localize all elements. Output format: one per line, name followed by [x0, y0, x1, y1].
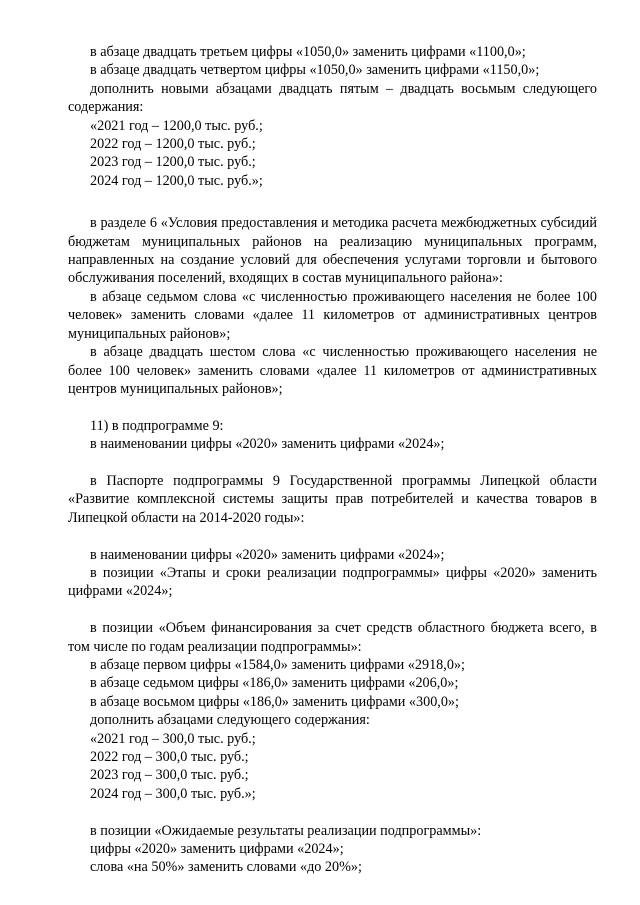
paragraph: 2024 год – 300,0 тыс. руб.»;	[90, 785, 256, 802]
paragraph: 2023 год – 300,0 тыс. руб.;	[90, 767, 249, 784]
paragraph: в наименовании цифры «2020» заменить цифрами «2024»;	[90, 546, 445, 563]
paragraph: 2023 год – 1200,0 тыс. руб.;	[90, 154, 256, 171]
paragraph: в позиции «Объем финансирования за счет средств областного бюджета всего, в том числе по годам реализации подпрограммы»:	[68, 620, 597, 655]
spacer	[68, 527, 597, 545]
paragraph: в абзаце седьмом слова «с численностью проживающего населения не более 100 человек» заменить словами «далее 11 километров от административных центров муниципальных районов»;	[68, 288, 597, 342]
paragraph: цифры «2020» заменить цифрами «2024»;	[90, 840, 344, 857]
paragraph: в абзаце двадцать шестом слова «с численностью проживающего населения не более 100 человек» заменить словами «далее 11 километров от административных центров муниципальных районов»;	[68, 344, 597, 397]
paragraph: в абзаце двадцать четвертом цифры «1050,0» заменить цифрами «1150,0»;	[90, 62, 540, 79]
spacer	[68, 454, 597, 472]
paragraph: 2024 год – 1200,0 тыс. руб.»;	[90, 172, 263, 189]
spacer	[68, 601, 597, 619]
document-page	[68, 43, 597, 877]
paragraph: в абзаце восьмом цифры «186,0» заменить цифрами «300,0»;	[90, 693, 459, 710]
paragraph: 2022 год – 300,0 тыс. руб.;	[90, 748, 249, 765]
paragraph: слова «на 50%» заменить словами «до 20%»;	[90, 859, 362, 876]
paragraph: в абзаце первом цифры «1584,0» заменить цифрами «2918,0»;	[90, 656, 465, 673]
paragraph: в позиции «Ожидаемые результаты реализации подпрограммы»:	[90, 822, 482, 839]
paragraph: в наименовании цифры «2020» заменить цифрами «2024»;	[90, 436, 445, 453]
paragraph: в абзаце двадцать третьем цифры «1050,0» заменить цифрами «1100,0»;	[90, 44, 526, 60]
paragraph: в Паспорте подпрограммы 9 Государственной программы Липецкой области «Развитие комплексной системы защиты прав потребителей и качества товаров в Липецкой области на 2014-2020 годы»:	[68, 472, 597, 526]
paragraph: «2021 год – 1200,0 тыс. руб.;	[90, 117, 263, 134]
spacer	[68, 398, 597, 416]
spacer	[68, 190, 597, 214]
paragraph: в позиции «Этапы и сроки реализации подпрограммы» цифры «2020» заменить цифрами «2024»;	[68, 564, 597, 600]
paragraph: в разделе 6 «Условия предоставления и методика расчета межбюджетных субсидий бюджетам муниципальных районов на реализацию муниципальных программ, направленных на создание условий для обеспечения услугами торговли и бытового обслуживания поселений, входящих в состав муниципального района»:	[68, 215, 597, 287]
paragraph: 11) в подпрограмме 9:	[90, 417, 224, 434]
paragraph: дополнить новыми абзацами двадцать пятым – двадцать восьмым следующего содержания:	[68, 80, 597, 116]
paragraph: «2021 год – 300,0 тыс. руб.;	[90, 730, 256, 747]
paragraph: 2022 год – 1200,0 тыс. руб.;	[90, 136, 256, 153]
paragraph: в абзаце седьмом цифры «186,0» заменить цифрами «206,0»;	[90, 675, 459, 692]
paragraph: дополнить абзацами следующего содержания:	[90, 712, 370, 729]
spacer	[68, 803, 597, 821]
